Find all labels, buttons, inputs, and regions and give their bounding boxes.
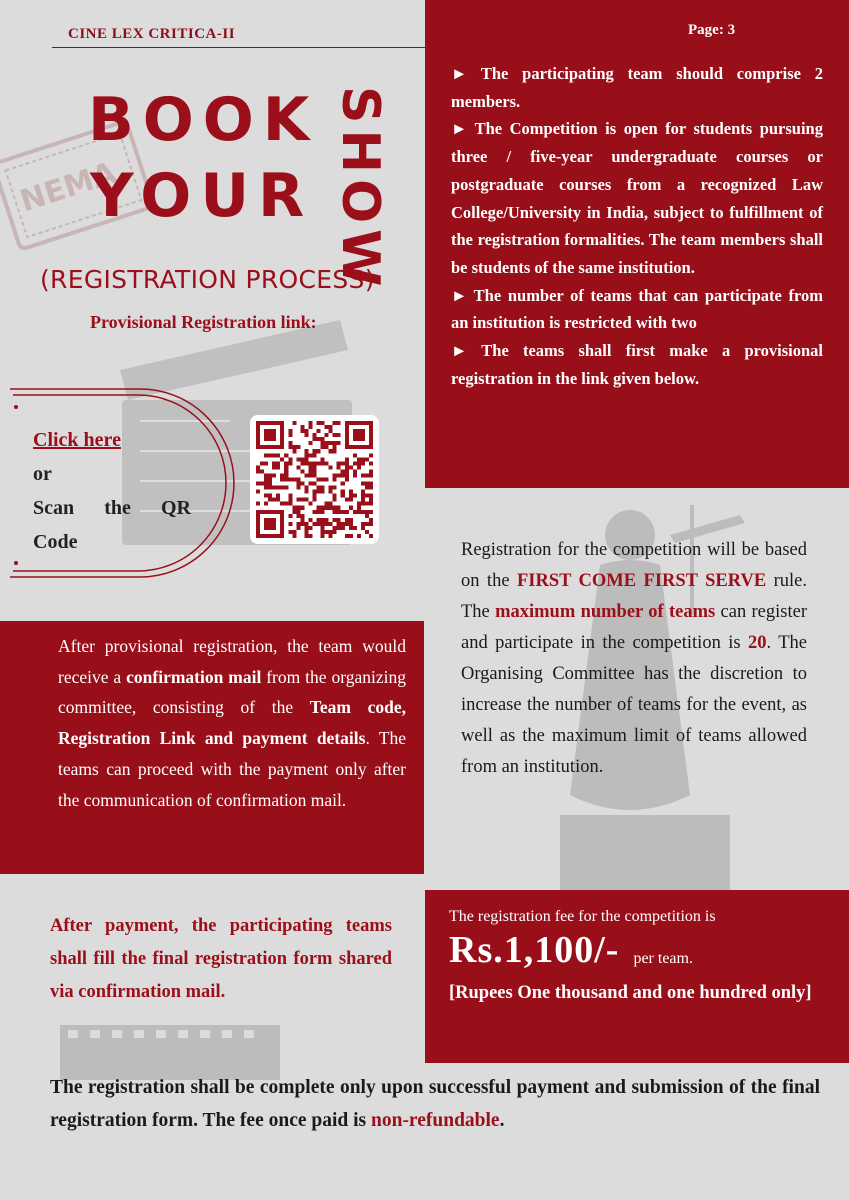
final-note: The registration shall be complete only upon successful payment and submission of the final registration form. The fee once paid is non-refundable. [50, 1077, 820, 1131]
payment-note: After payment, the participating teams shall fill the final registration form shared via confirmation mail. [50, 916, 392, 1002]
fee-amount: Rs.1,100/- [449, 929, 620, 971]
title-book: BOOK [88, 85, 319, 155]
scan-word: QR [160, 497, 191, 519]
scan-word: Scan [33, 497, 75, 519]
or-label: or [33, 463, 52, 485]
header-title: CINE LEX CRITICA-II [68, 26, 236, 42]
after-provisional-box [0, 621, 424, 874]
fee-in-words: [Rupees One thousand and one hundred only] [449, 982, 812, 1003]
fee-intro: The registration fee for the competition is [449, 908, 716, 925]
fee-per-team: per team. [633, 949, 693, 967]
provisional-registration-label: Provisional Registration link: [90, 312, 317, 332]
qr-code-icon [256, 421, 373, 538]
rule-item: ► The number of teams that can participate from an institution is restricted with two [451, 285, 823, 333]
eligibility-rules-box [425, 0, 849, 488]
rule-item: ► The Competition is open for students pursuing three / five-year undergraduate courses or postgraduate courses from a recognized Law College/University in India, subject to fulfillment of the registration formalities. The team members shall be students of the same institution. [451, 119, 823, 277]
page-number: Page: 3 [688, 22, 736, 38]
scan-label [33, 491, 191, 525]
code-label: Code [33, 531, 78, 553]
scan-word: the [104, 497, 131, 519]
click-here-block [33, 423, 191, 559]
title-show-rotated: SHOW [330, 86, 390, 293]
registration-qr-code[interactable] [250, 415, 379, 544]
click-here-link[interactable]: Click here [33, 429, 121, 451]
registration-fee-box [425, 890, 849, 1063]
page-subtitle: (REGISTRATION PROCESS) [40, 265, 375, 294]
title-your: YOUR [90, 161, 314, 231]
rule-item: ► The teams shall first make a provisional registration in the link given below. [451, 341, 823, 388]
fcfs-rule-text: Registration for the competition will be based on the FIRST COME FIRST SERVE rule. The maximum number of teams can register and participate in the competition is 20. The Organising Committee has the discretion to increase the number of teams for the event, as well as the maximum limit of teams allowed from an institution. [461, 540, 807, 777]
svg-text:NEMA: NEMA [15, 155, 121, 220]
rule-item: ► The participating team should comprise 2 members. [451, 64, 823, 111]
after-provisional-text: After provisional registration, the team would receive a confirmation mail from the organizing committee, consisting of the Team code, Registration Link and payment details. The teams can proceed with the payment only after the communication of confirmation mail. [58, 636, 406, 810]
